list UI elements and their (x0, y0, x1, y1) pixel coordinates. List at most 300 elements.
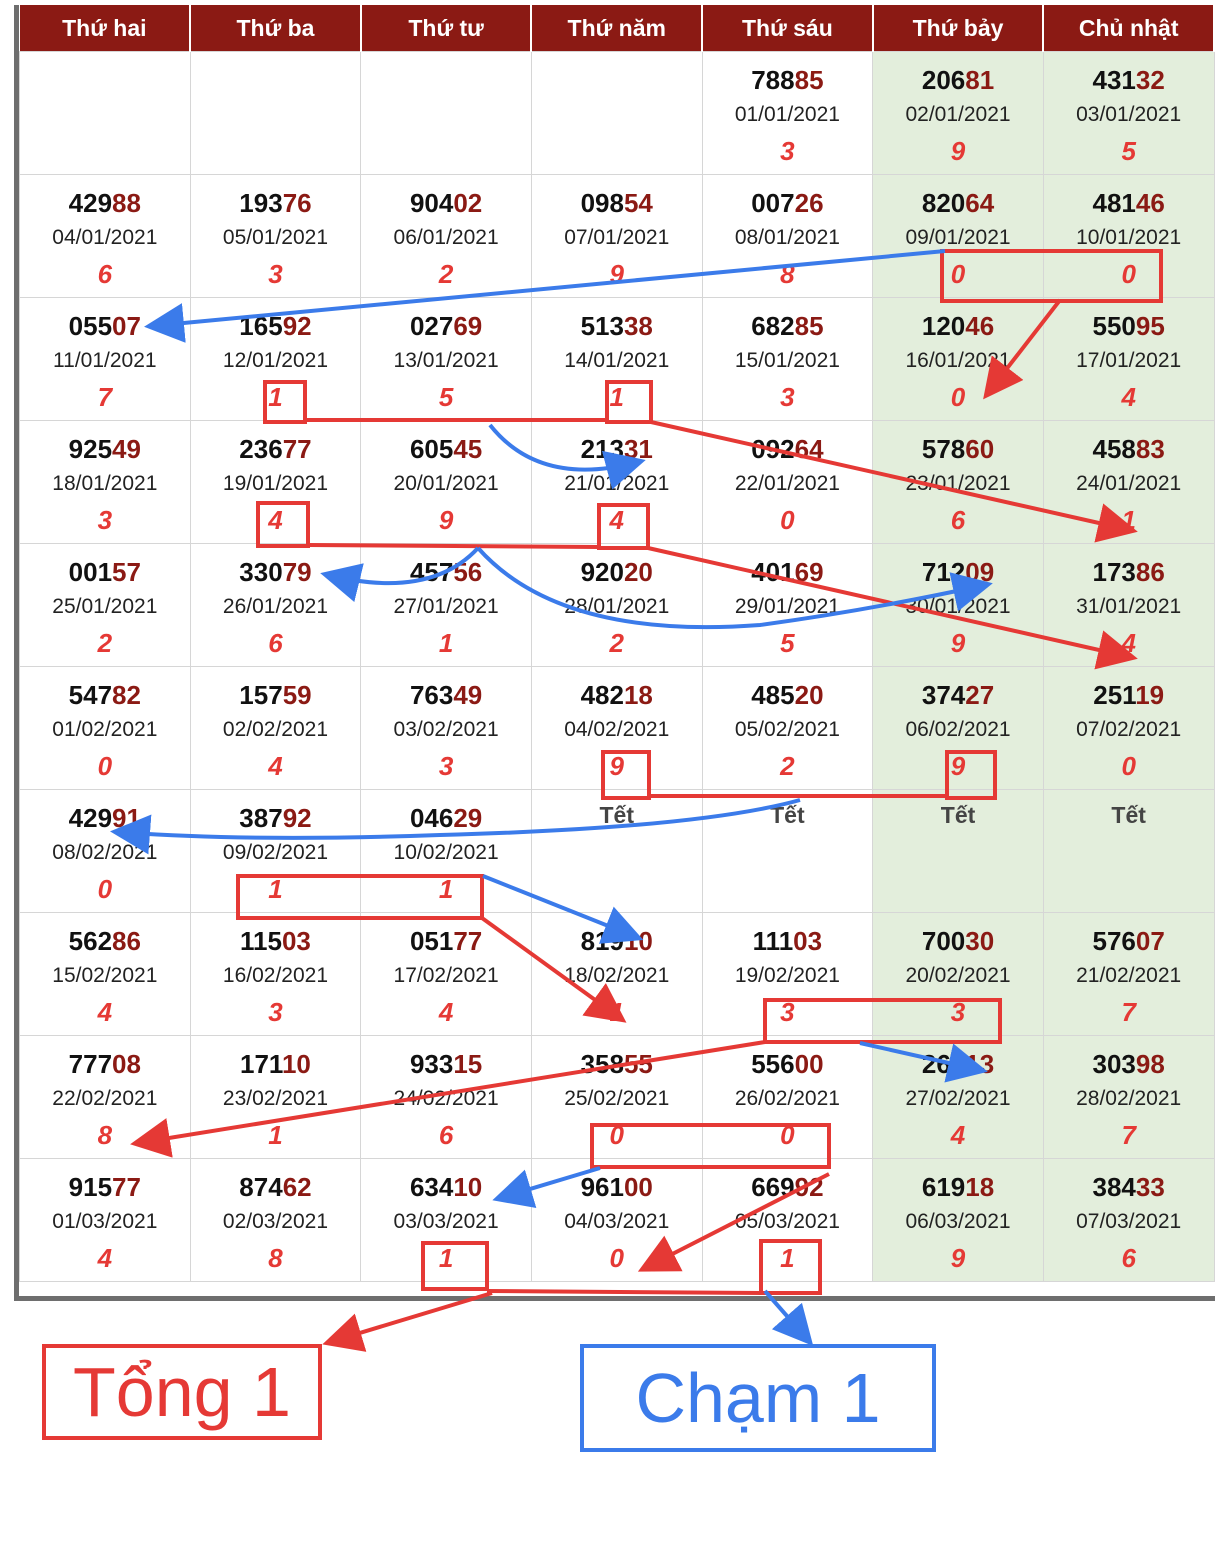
day-cell (531, 913, 702, 1036)
result-head-digits: 820 (921, 188, 966, 218)
week-row (20, 298, 1215, 421)
result-date: 21/02/2021 (1076, 964, 1182, 987)
result-sum: 3 (780, 997, 795, 1027)
result-sum: 2 (780, 751, 795, 781)
day-cell (361, 1159, 532, 1282)
result-head-digits: 933 (409, 1049, 454, 1079)
result-date: 15/01/2021 (734, 349, 840, 372)
result-date: 23/02/2021 (222, 1087, 329, 1110)
result-tail-digits: 29 (453, 803, 483, 833)
result-tail-digits: 69 (453, 311, 483, 341)
result-head-digits: 429 (68, 803, 113, 833)
result-number (20, 1171, 190, 1203)
result-head-digits: 236 (239, 434, 283, 464)
cham-label: Chạm 1 (580, 1344, 936, 1452)
result-tail-digits: 13 (965, 1049, 995, 1079)
day-cell (873, 790, 1044, 913)
week-row (20, 421, 1215, 544)
result-head-digits: 556 (751, 1049, 795, 1079)
result-number (703, 679, 873, 711)
result-date: 13/01/2021 (393, 349, 499, 372)
result-head-digits: 819 (580, 926, 624, 956)
result-tail-digits: 85 (794, 311, 824, 341)
result-head-digits: 712 (921, 557, 966, 587)
day-cell (702, 421, 873, 544)
result-sum: 1 (1121, 505, 1136, 535)
result-sum: 4 (950, 1120, 966, 1150)
result-head-digits: 098 (580, 188, 624, 218)
result-sum: 4 (609, 505, 624, 535)
weekday-header: Chủ nhật (1043, 5, 1214, 52)
result-number (873, 187, 1043, 219)
result-tail-digits: 86 (1135, 557, 1165, 587)
result-head-digits: 605 (409, 434, 454, 464)
result-tail-digits: 92 (282, 803, 312, 833)
result-number (361, 433, 531, 465)
result-tail-digits: 95 (1135, 311, 1165, 341)
result-date: 25/02/2021 (564, 1087, 670, 1110)
result-number (191, 433, 361, 465)
result-head-digits: 173 (1092, 557, 1136, 587)
result-number (1044, 925, 1214, 957)
result-sum: 4 (268, 505, 283, 535)
day-cell (190, 298, 361, 421)
result-sum: 5 (780, 628, 795, 658)
result-number (873, 1048, 1043, 1080)
result-number (20, 187, 190, 219)
result-tail-digits: 57 (112, 557, 141, 587)
result-number (873, 1171, 1043, 1203)
result-tail-digits: 59 (282, 680, 312, 710)
result-tail-digits: 03 (281, 926, 311, 956)
result-tail-digits: 83 (1135, 434, 1165, 464)
result-number (191, 1171, 361, 1203)
day-cell (531, 544, 702, 667)
result-sum: 9 (609, 259, 624, 289)
result-sum: 7 (1121, 997, 1136, 1027)
result-head-digits: 925 (68, 434, 113, 464)
result-tail-digits: 86 (112, 926, 141, 956)
result-number (191, 925, 361, 957)
day-cell (702, 913, 873, 1036)
result-head-digits: 111 (752, 926, 794, 956)
result-tail-digits: 85 (794, 65, 824, 95)
result-number (532, 556, 702, 588)
result-number (361, 802, 531, 834)
result-date: 18/01/2021 (52, 472, 158, 495)
result-head-digits: 550 (1092, 311, 1136, 341)
result-number (1044, 64, 1214, 96)
result-head-digits: 458 (1092, 434, 1136, 464)
result-number (1044, 679, 1214, 711)
result-sum: 1 (438, 628, 454, 658)
result-date: 16/01/2021 (905, 349, 1011, 372)
result-head-digits: 578 (921, 434, 966, 464)
result-date: 05/03/2021 (734, 1210, 840, 1233)
result-tail-digits: 10 (623, 926, 653, 956)
result-sum: 4 (97, 1243, 113, 1273)
result-number (20, 925, 190, 957)
day-cell (20, 1036, 191, 1159)
result-date: 23/01/2021 (905, 472, 1011, 495)
day-cell (702, 175, 873, 298)
result-date: 12/01/2021 (222, 349, 329, 372)
result-head-digits: 513 (580, 311, 624, 341)
day-cell (702, 544, 873, 667)
result-sum: 5 (1121, 136, 1136, 166)
result-number (703, 556, 873, 588)
day-cell (20, 790, 191, 913)
day-cell (531, 175, 702, 298)
result-number (873, 310, 1043, 342)
result-sum: 3 (97, 505, 113, 535)
result-sum: 0 (780, 1120, 795, 1150)
day-cell (361, 790, 532, 913)
result-sum: 0 (609, 1243, 624, 1273)
result-sum: 0 (950, 259, 966, 289)
result-number (361, 556, 531, 588)
result-head-digits: 046 (409, 803, 454, 833)
day-cell (20, 421, 191, 544)
result-head-digits: 092 (751, 434, 795, 464)
weekday-header: Thứ sáu (702, 5, 873, 52)
result-number (191, 556, 361, 588)
week-row (20, 544, 1215, 667)
result-number (361, 925, 531, 957)
result-number (1044, 1048, 1214, 1080)
result-head-digits: 251 (1093, 680, 1136, 710)
holiday-label: Tết (770, 802, 805, 828)
result-date: 09/02/2021 (222, 841, 329, 864)
result-date: 24/01/2021 (1076, 472, 1182, 495)
result-number (20, 433, 190, 465)
result-tail-digits: 98 (1135, 1049, 1165, 1079)
result-sum: 9 (950, 136, 966, 166)
result-tail-digits: 09 (965, 557, 995, 587)
result-number (532, 433, 702, 465)
result-tail-digits: 62 (282, 1172, 312, 1202)
result-tail-digits: 77 (453, 926, 483, 956)
result-tail-digits: 49 (112, 434, 141, 464)
result-head-digits: 165 (239, 311, 283, 341)
day-cell (361, 298, 532, 421)
week-row (20, 1159, 1215, 1282)
week-row (20, 790, 1215, 913)
result-head-digits: 206 (921, 65, 966, 95)
result-date: 27/01/2021 (393, 595, 499, 618)
result-tail-digits: 77 (282, 434, 312, 464)
result-tail-digits: 79 (282, 557, 312, 587)
result-number (703, 64, 873, 96)
result-sum: 3 (780, 136, 795, 166)
day-cell (531, 1159, 702, 1282)
result-date: 14/01/2021 (564, 349, 670, 372)
day-cell (702, 667, 873, 790)
result-tail-digits: 49 (453, 680, 483, 710)
result-number (1044, 556, 1214, 588)
result-sum: 6 (1121, 1243, 1136, 1273)
result-head-digits: 777 (68, 1049, 113, 1079)
result-sum: 9 (950, 1243, 966, 1273)
result-date: 07/03/2021 (1076, 1210, 1182, 1233)
weekday-header: Thứ hai (20, 5, 191, 52)
result-number (1044, 1171, 1214, 1203)
result-date: 03/02/2021 (393, 718, 499, 741)
result-date: 27/02/2021 (905, 1087, 1011, 1110)
result-sum: 0 (97, 751, 113, 781)
result-date: 29/01/2021 (734, 595, 840, 618)
result-sum: 7 (97, 382, 113, 412)
result-sum: 4 (1121, 628, 1136, 658)
result-date: 01/03/2021 (52, 1210, 158, 1233)
result-sum: 9 (950, 628, 966, 658)
result-number (532, 679, 702, 711)
result-sum: 1 (438, 1243, 454, 1273)
day-cell (702, 1159, 873, 1282)
result-head-digits: 457 (409, 557, 454, 587)
day-cell (873, 1036, 1044, 1159)
result-date: 28/02/2021 (1076, 1087, 1182, 1110)
result-sum: 0 (1121, 751, 1136, 781)
result-number (1044, 310, 1214, 342)
result-head-digits: 358 (580, 1049, 624, 1079)
result-head-digits: 001 (68, 557, 113, 587)
result-head-digits: 634 (409, 1172, 454, 1202)
result-tail-digits: 91 (112, 803, 141, 833)
result-date: 28/01/2021 (564, 595, 670, 618)
result-sum: 0 (950, 382, 966, 412)
result-number (361, 1048, 531, 1080)
day-cell (190, 544, 361, 667)
result-sum: 5 (438, 382, 454, 412)
result-head-digits: 429 (68, 188, 113, 218)
result-tail-digits: 56 (453, 557, 483, 587)
result-date: 07/02/2021 (1076, 718, 1182, 741)
result-head-digits: 401 (751, 557, 795, 587)
day-cell (190, 667, 361, 790)
result-sum: 2 (97, 628, 113, 658)
tong-label: Tổng 1 (42, 1344, 322, 1440)
result-date: 02/01/2021 (905, 103, 1011, 126)
result-tail-digits: 31 (623, 434, 653, 464)
result-head-digits: 120 (921, 311, 966, 341)
day-cell (873, 913, 1044, 1036)
day-cell (20, 52, 191, 175)
result-number (703, 1048, 873, 1080)
result-tail-digits: 10 (281, 1049, 311, 1079)
day-cell (1043, 421, 1214, 544)
result-tail-digits: 33 (1135, 1172, 1165, 1202)
result-date: 20/01/2021 (393, 472, 499, 495)
result-number (361, 1171, 531, 1203)
result-tail-digits: 27 (965, 680, 995, 710)
day-cell (873, 1159, 1044, 1282)
holiday-label: Tết (1111, 802, 1146, 828)
holiday-label: Tết (599, 802, 634, 828)
result-number (1044, 433, 1214, 465)
result-date: 20/02/2021 (905, 964, 1011, 987)
result-head-digits: 482 (580, 680, 624, 710)
result-tail-digits: 69 (794, 557, 824, 587)
week-row (20, 52, 1215, 175)
result-date: 06/02/2021 (905, 718, 1011, 741)
result-date: 26/02/2021 (734, 1087, 840, 1110)
day-cell (1043, 1036, 1214, 1159)
day-cell (190, 790, 361, 913)
day-cell (1043, 298, 1214, 421)
result-tail-digits: 76 (282, 188, 312, 218)
result-head-digits: 055 (68, 311, 113, 341)
result-date: 31/01/2021 (1076, 595, 1182, 618)
result-head-digits: 387 (239, 803, 283, 833)
result-head-digits: 303 (1092, 1049, 1136, 1079)
result-head-digits: 682 (751, 311, 795, 341)
result-head-digits: 193 (239, 188, 283, 218)
result-date: 15/02/2021 (52, 964, 158, 987)
result-tail-digits: 20 (794, 680, 824, 710)
day-cell (361, 175, 532, 298)
weekday-header: Thứ tư (361, 5, 532, 52)
result-date: 01/01/2021 (734, 103, 840, 126)
week-row (20, 175, 1215, 298)
result-number (20, 1048, 190, 1080)
result-sum: 1 (438, 874, 454, 904)
result-date: 22/01/2021 (734, 472, 840, 495)
result-number (20, 556, 190, 588)
result-head-digits: 920 (580, 557, 624, 587)
result-number (703, 433, 873, 465)
result-sum: 1 (268, 1120, 283, 1150)
result-head-digits: 915 (68, 1172, 113, 1202)
result-date: 19/01/2021 (222, 472, 329, 495)
result-sum: 4 (1121, 382, 1136, 412)
result-tail-digits: 26 (794, 188, 824, 218)
result-tail-digits: 19 (1135, 680, 1165, 710)
day-cell (361, 1036, 532, 1159)
result-date: 08/02/2021 (52, 841, 158, 864)
result-sum: 0 (97, 874, 113, 904)
day-cell (531, 298, 702, 421)
result-sum: 1 (268, 874, 283, 904)
result-number (361, 679, 531, 711)
day-cell (1043, 913, 1214, 1036)
result-sum: 1 (780, 1243, 795, 1273)
result-number (703, 1171, 873, 1203)
day-cell (20, 913, 191, 1036)
day-cell (20, 667, 191, 790)
result-sum: 0 (609, 1120, 624, 1150)
result-head-digits: 763 (409, 680, 454, 710)
result-tail-digits: 02 (453, 188, 483, 218)
result-date: 09/01/2021 (905, 226, 1011, 249)
result-number (532, 925, 702, 957)
result-date: 04/03/2021 (564, 1210, 670, 1233)
result-date: 05/02/2021 (734, 718, 840, 741)
day-cell (361, 544, 532, 667)
result-number (532, 1171, 702, 1203)
result-head-digits: 562 (68, 926, 113, 956)
result-date: 03/01/2021 (1076, 103, 1182, 126)
result-head-digits: 115 (240, 926, 282, 956)
day-cell (531, 52, 702, 175)
result-number (873, 556, 1043, 588)
result-head-digits: 788 (751, 65, 795, 95)
result-date: 05/01/2021 (222, 226, 329, 249)
calendar-table (19, 5, 1215, 1282)
result-date: 02/02/2021 (222, 718, 329, 741)
result-tail-digits: 30 (965, 926, 995, 956)
result-head-digits: 431 (1092, 65, 1136, 95)
result-number (361, 310, 531, 342)
result-date: 24/02/2021 (393, 1087, 499, 1110)
result-sum: 8 (780, 259, 795, 289)
result-head-digits: 619 (921, 1172, 966, 1202)
result-tail-digits: 08 (112, 1049, 141, 1079)
result-sum: 3 (780, 382, 795, 412)
day-cell (873, 544, 1044, 667)
result-tail-digits: 92 (282, 311, 312, 341)
week-row (20, 1036, 1215, 1159)
result-sum: 4 (97, 997, 113, 1027)
day-cell (1043, 175, 1214, 298)
calendar-body (20, 52, 1215, 1282)
result-tail-digits: 10 (453, 1172, 483, 1202)
result-date: 04/02/2021 (564, 718, 670, 741)
result-tail-digits: 88 (112, 188, 141, 218)
result-number (191, 679, 361, 711)
result-number (191, 1048, 361, 1080)
day-cell (190, 52, 361, 175)
day-cell (531, 421, 702, 544)
result-head-digits: 374 (921, 680, 966, 710)
result-number (873, 64, 1043, 96)
result-head-digits: 904 (409, 188, 454, 218)
result-tail-digits: 64 (965, 188, 995, 218)
result-number (532, 187, 702, 219)
result-date: 10/02/2021 (393, 841, 499, 864)
result-date: 18/02/2021 (564, 964, 670, 987)
result-head-digits: 669 (751, 1172, 795, 1202)
result-sum: 3 (268, 997, 283, 1027)
day-cell (190, 913, 361, 1036)
lottery-calendar (14, 5, 1215, 1301)
result-sum: 1 (268, 382, 283, 412)
result-date: 10/01/2021 (1076, 226, 1182, 249)
day-cell (190, 175, 361, 298)
result-tail-digits: 82 (112, 680, 141, 710)
day-cell (873, 175, 1044, 298)
result-date: 07/01/2021 (564, 226, 670, 249)
result-number (20, 679, 190, 711)
day-cell (20, 298, 191, 421)
result-number (873, 679, 1043, 711)
result-tail-digits: 18 (623, 680, 653, 710)
result-tail-digits: 92 (794, 1172, 824, 1202)
result-sum: 6 (97, 259, 113, 289)
result-number (703, 310, 873, 342)
day-cell (1043, 667, 1214, 790)
result-head-digits: 874 (239, 1172, 283, 1202)
day-cell (190, 1036, 361, 1159)
result-head-digits: 485 (751, 680, 795, 710)
result-tail-digits: 55 (623, 1049, 653, 1079)
result-head-digits: 027 (409, 311, 454, 341)
day-cell (702, 1036, 873, 1159)
result-sum: 2 (609, 628, 624, 658)
day-cell (873, 52, 1044, 175)
result-date: 01/02/2021 (52, 718, 158, 741)
result-tail-digits: 60 (965, 434, 995, 464)
